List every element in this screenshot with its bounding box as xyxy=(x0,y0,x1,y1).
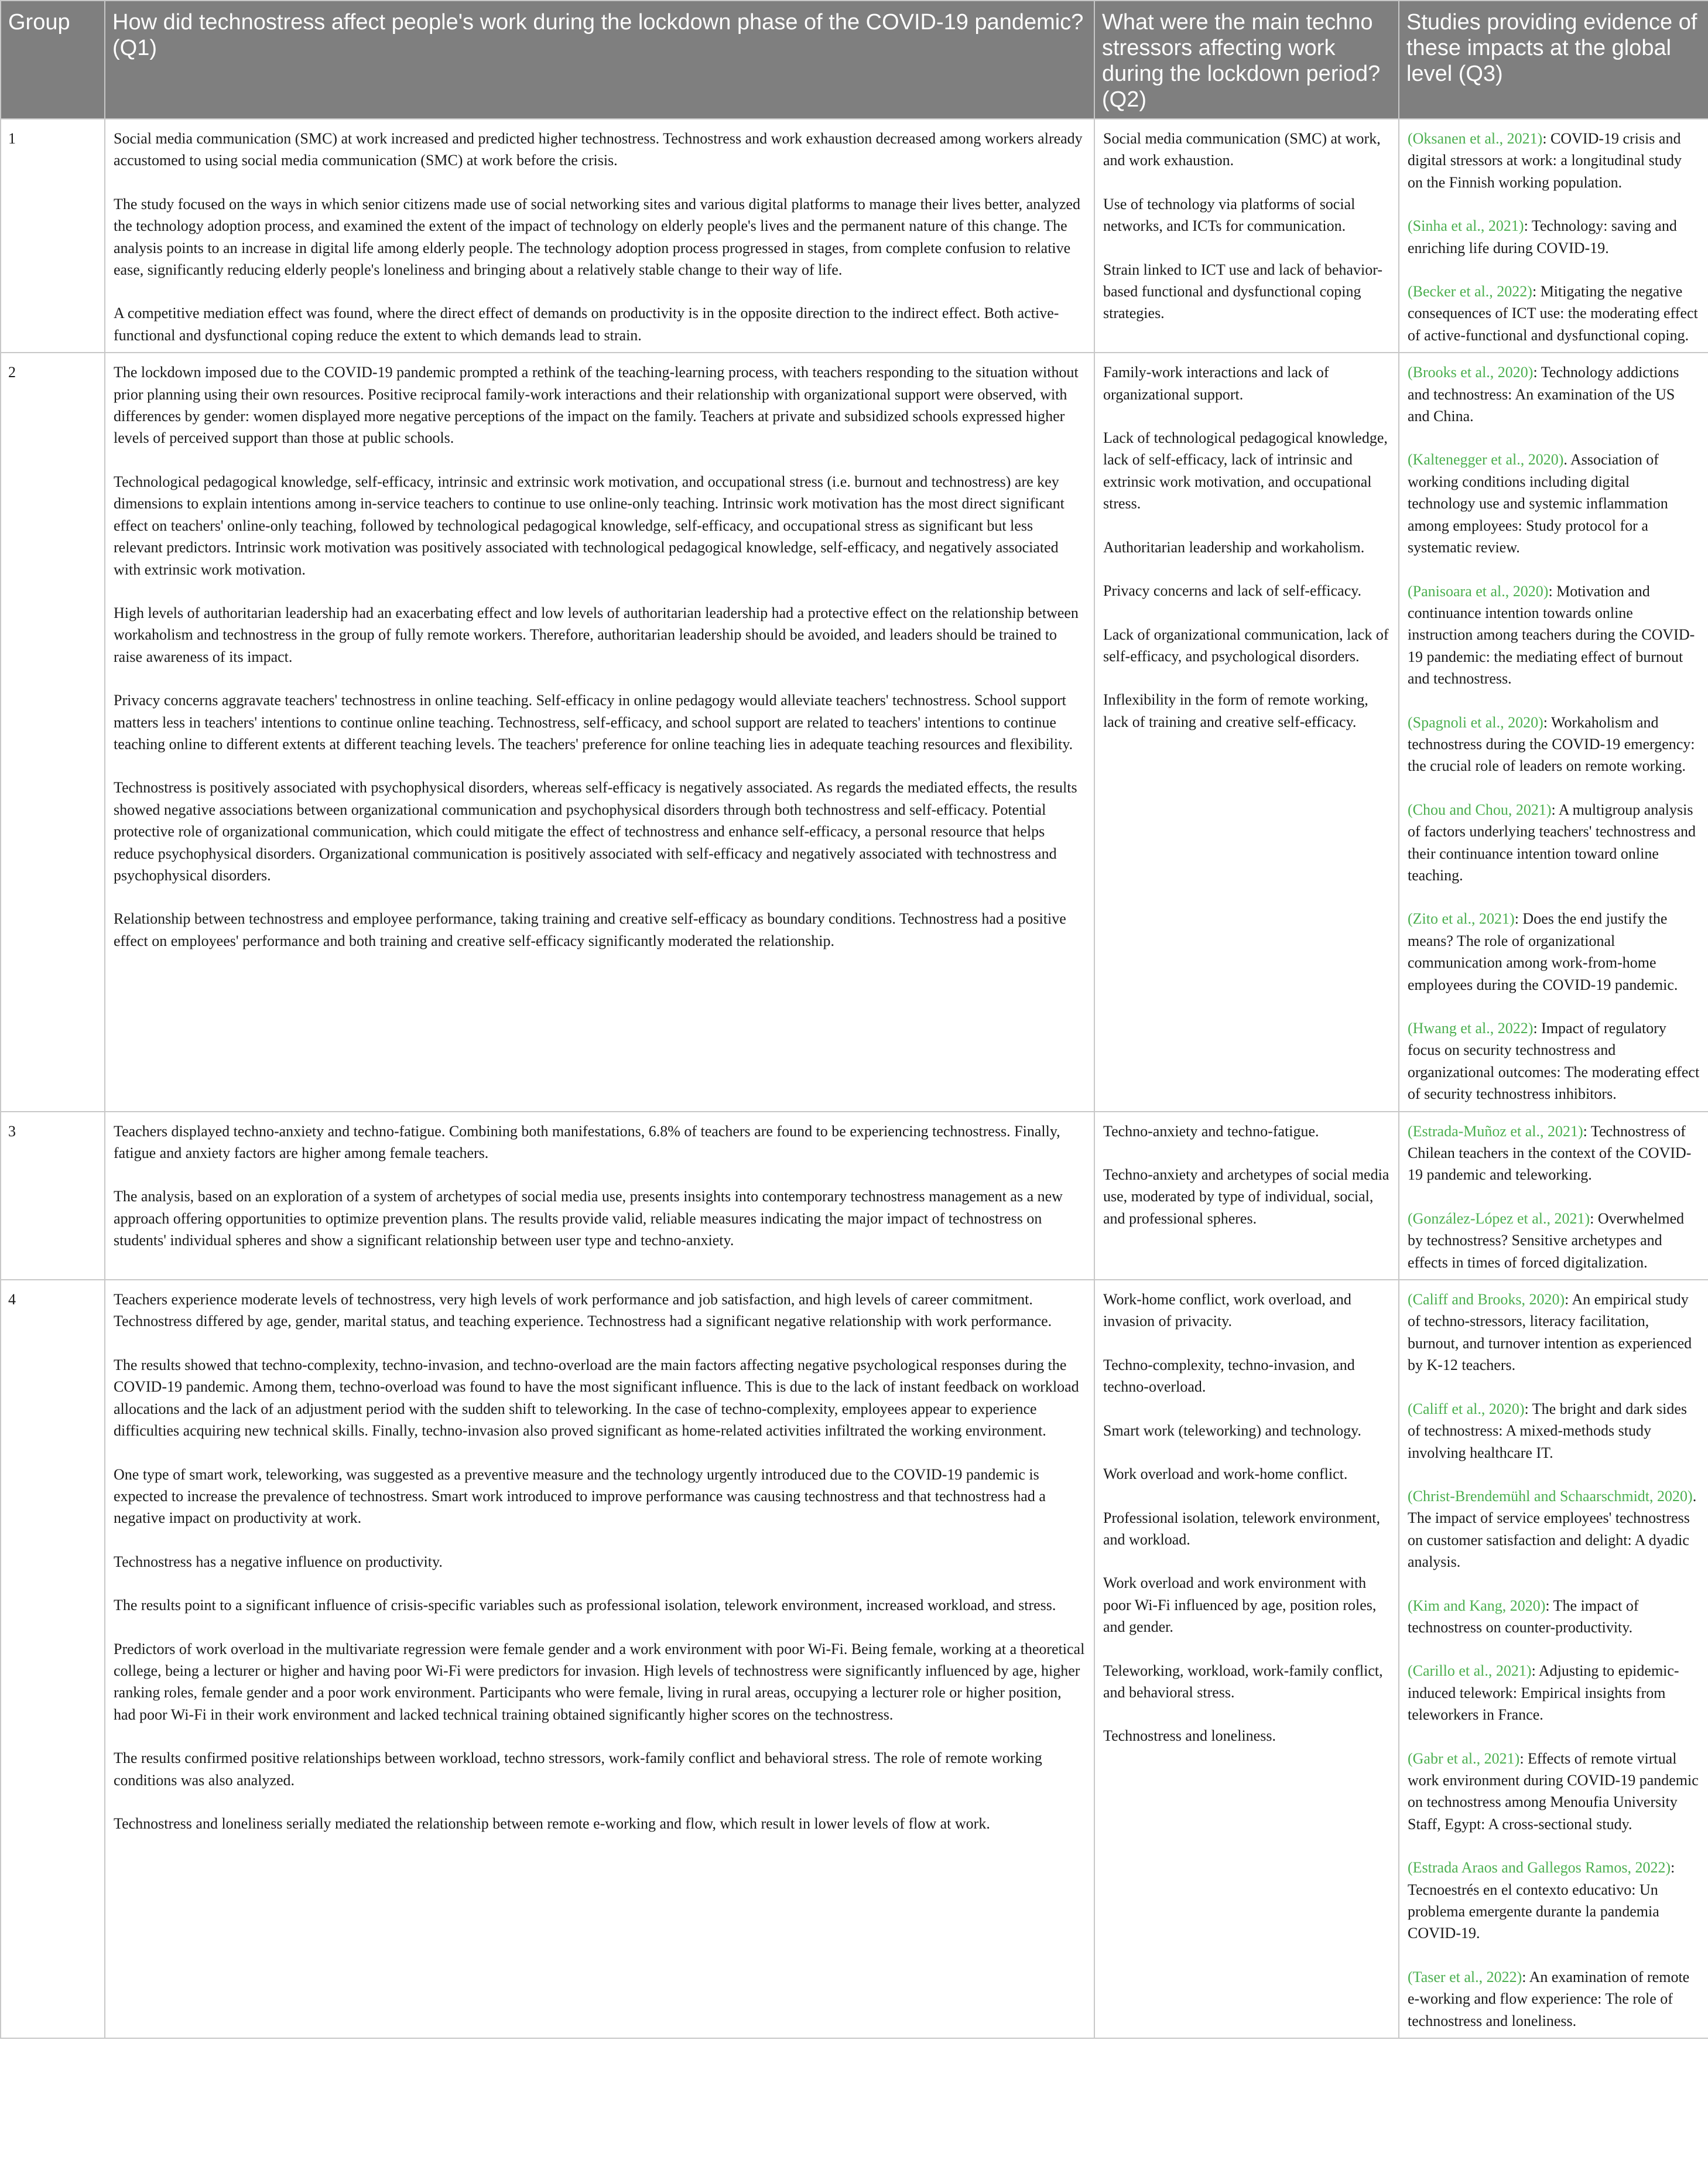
study-title: : A multigroup analysis of factors underlying teachers' technostress and their continuance intention toward online teaching. xyxy=(1408,801,1696,884)
study-entry xyxy=(1408,1017,1700,1105)
study-entry xyxy=(1408,908,1700,996)
q2-stressor-paragraph: Work overload and work-home conflict. xyxy=(1103,1465,1348,1483)
q2-stressor-paragraph: Use of technology via platforms of social networks, and ICTs for communication. xyxy=(1103,195,1356,235)
table-body xyxy=(1,119,1708,2038)
citation-link[interactable]: (Zito et al., 2021) xyxy=(1408,910,1515,928)
citation-link[interactable]: (Oksanen et al., 2021) xyxy=(1408,130,1543,147)
study-title: : Technology addictions and technostress: An examination of the US and China. xyxy=(1408,364,1679,425)
study-title: : Mitigating the negative consequences of ICT use: the moderating effect of active-functional and dysfunctional coping. xyxy=(1408,283,1698,344)
citation-link[interactable]: (Kaltenegger et al., 2020) xyxy=(1408,451,1564,469)
q2-stressor-paragraph: Inflexibility in the form of remote working, lack of training and creative self-efficacy. xyxy=(1103,691,1368,730)
study-entry xyxy=(1408,1660,1700,1725)
study-title: : An examination of remote e-working and flow experience: The role of technostress and loneliness. xyxy=(1408,1968,1690,2029)
q1-finding-paragraph: Teachers experience moderate levels of technostress, very high levels of work performance and job satisfaction, and high levels of career commitment. Technostress differed by age, gender, marital status, and teaching experience. Technostress had a significant negative relationship with work performance. xyxy=(114,1291,1052,1330)
q2-stressor-paragraph: Techno-anxiety and techno-fatigue. xyxy=(1103,1122,1319,1140)
q3-studies-cell xyxy=(1399,1280,1708,2038)
study-entry xyxy=(1408,1208,1700,1273)
citation-link[interactable]: (González-López et al., 2021) xyxy=(1408,1209,1590,1227)
study-title: : The impact of technostress on counter-productivity. xyxy=(1408,1597,1639,1636)
q1-finding-paragraph: Technostress is positively associated with psychophysical disorders, whereas self-efficacy is negatively associated. As regards the mediated effects, the results showed negative associations between organizational communication and psychophysical disorders through both technostress and self-efficacy. Potential protective role of organizational communication, which could mitigate the effect of technostress and enhance self-efficacy, a personal resource that helps reduce psychophysical disorders. Organizational communication is positively associated with self-efficacy and negatively associated with technostress and psychophysical disorders. xyxy=(114,779,1077,884)
q1-finding-paragraph: The lockdown imposed due to the COVID-19 pandemic prompted a rethink of the teaching-learning process, with teachers responding to the situation without prior planning using their own resources. Positive reciprocal family-work interactions and their relationship with organizational support were observed, with differences by gender: women displayed more negative perceptions of the impact on the family. Teachers at private and subsidized schools expressed higher levels of perceived support than those at public schools. xyxy=(114,364,1079,447)
q3-studies-cell xyxy=(1399,119,1708,353)
q2-stressor-cell xyxy=(1094,1112,1399,1280)
q2-stressor-paragraph: Work overload and work environment with poor Wi-Fi influenced by age, position roles, and gender. xyxy=(1103,1574,1377,1636)
q1-finding-paragraph: The results showed that techno-complexity, techno-invasion, and techno-overload are the main factors affecting negative psychological responses during the COVID-19 pandemic. Among them, techno-overload was found to have the most significant influence. This is due to the lack of instant feedback on workload allocations and the lack of an adjustment period with the sudden shift to teleworking. In the case of techno-complexity, employees appear to experience difficulties acquiring new technical skills. Finally, techno-invasion also proved significant as home-related activities infiltrated the working environment. xyxy=(114,1356,1079,1440)
q1-finding-cell xyxy=(105,119,1094,353)
study-title: . The impact of service employees' technostress on customer satisfaction and delight: A dyadic analysis. xyxy=(1408,1487,1697,1571)
study-title: : Overwhelmed by technostress? Sensitive archetypes and effects in times of forced digitalization. xyxy=(1408,1209,1685,1271)
q2-stressor-paragraph: Smart work (teleworking) and technology. xyxy=(1103,1421,1361,1439)
q3-studies-cell xyxy=(1399,353,1708,1111)
study-entry xyxy=(1408,1857,1700,1945)
q2-stressor-paragraph: Privacy concerns and lack of self-efficacy. xyxy=(1103,582,1362,600)
study-entry xyxy=(1408,215,1700,259)
q2-stressor-paragraph: Technostress and loneliness. xyxy=(1103,1727,1276,1745)
q3-studies-cell xyxy=(1399,1112,1708,1280)
q2-stressor-cell xyxy=(1094,1280,1399,2038)
q1-finding-cell xyxy=(105,1280,1094,2038)
q2-stressor-paragraph: Teleworking, workload, work-family conflict, and behavioral stress. xyxy=(1103,1662,1383,1701)
study-entry xyxy=(1408,281,1700,346)
study-entry xyxy=(1408,361,1700,427)
q2-stressor-paragraph: Work-home conflict, work overload, and invasion of privacity. xyxy=(1103,1291,1351,1330)
q2-stressor-paragraph: Strain linked to ICT use and lack of behavior-based functional and dysfunctional coping strategies. xyxy=(1103,261,1382,322)
study-entry xyxy=(1408,1398,1700,1464)
q1-finding-paragraph: Social media communication (SMC) at work increased and predicted higher technostress. Technostress and work exhaustion decreased among workers already accustomed to using social media communication (SMC) at work before the crisis. xyxy=(114,130,1083,169)
header-q3: Studies providing evidence of these impacts at the global level (Q3) xyxy=(1399,1,1708,119)
q1-finding-paragraph: The analysis, based on an exploration of a system of archetypes of social media use, presents insights into contemporary technostress management as a new approach offering opportunities to optimize prevention plans. The results provide valid, reliable measures indicating the major impact of technostress on students' individual spheres and show a significant relationship between user type and techno-anxiety. xyxy=(114,1188,1063,1249)
study-title: : Technology: saving and enriching life during COVID-19. xyxy=(1408,217,1677,257)
citation-link[interactable]: (Califf and Brooks, 2020) xyxy=(1408,1291,1565,1308)
q1-finding-paragraph: Privacy concerns aggravate teachers' technostress in online teaching. Self-efficacy in online pedagogy would alleviate teachers' technostress. School support matters less in teachers' intentions to continue online teaching. Technostress, self-efficacy, and school support are related to teachers' intentions to continue teaching online to different extents at different teaching levels. The teachers' preference for online teaching lies in adequate teaching resources and flexibility. xyxy=(114,692,1073,753)
q1-finding-paragraph: Teachers displayed techno-anxiety and techno-fatigue. Combining both manifestations, 6.8% of teachers are found to be experiencing technostress. Finally, fatigue and anxiety factors are higher among female teachers. xyxy=(114,1122,1060,1162)
q1-finding-paragraph: Relationship between technostress and employee performance, taking training and creative self-efficacy as boundary conditions. Technostress had a positive effect on employees' performance and both training and creative self-efficacy significantly moderated the relationship. xyxy=(114,910,1066,949)
q1-finding-cell xyxy=(105,1112,1094,1280)
table-row xyxy=(1,353,1708,1111)
header-group: Group xyxy=(1,1,105,119)
citation-link[interactable]: (Estrada-Muñoz et al., 2021) xyxy=(1408,1122,1583,1140)
study-title: : Tecnoestrés en el contexto educativo: Un problema emergente durante la pandemia COVID-19. xyxy=(1408,1859,1675,1942)
q2-stressor-paragraph: Techno-anxiety and archetypes of social media use, moderated by type of individual, social, and professional spheres. xyxy=(1103,1166,1389,1227)
study-title: . Association of working conditions including digital technology use and systemic inflammation among employees: Study protocol for a systematic review. xyxy=(1408,451,1668,556)
citation-link[interactable]: (Christ-Brendemühl and Schaarschmidt, 2020) xyxy=(1408,1487,1693,1505)
citation-link[interactable]: (Hwang et al., 2022) xyxy=(1408,1020,1534,1037)
q1-finding-paragraph: The results point to a significant influence of crisis-specific variables such as professional isolation, telework environment, increased workload, and stress. xyxy=(114,1597,1056,1614)
q1-finding-paragraph: Technostress has a negative influence on productivity. xyxy=(114,1553,443,1570)
q2-stressor-cell xyxy=(1094,119,1399,353)
study-title: : The bright and dark sides of technostress: A mixed-methods study involving healthcare IT. xyxy=(1408,1400,1688,1461)
citation-link[interactable]: (Estrada Araos and Gallegos Ramos, 2022) xyxy=(1408,1859,1671,1877)
citation-link[interactable]: (Spagnoli et al., 2020) xyxy=(1408,713,1543,731)
q1-finding-paragraph: One type of smart work, teleworking, was suggested as a preventive measure and the technology urgently introduced due to the COVID-19 pandemic is expected to increase the prevalence of technostress. Smart work introduced to improve performance was causing technostress and that technostress had a negative impact on productivity at work. xyxy=(114,1465,1046,1527)
q1-finding-paragraph: High levels of authoritarian leadership had an exacerbating effect and low levels of authoritarian leadership had a protective effect on the relationship between workaholism and technostress in the group of fully remote workers. Therefore, authoritarian leadership should be avoided, and leaders should be trained to raise awareness of its impact. xyxy=(114,604,1079,665)
q2-stressor-paragraph: Social media communication (SMC) at work, and work exhaustion. xyxy=(1103,130,1381,169)
q2-stressor-paragraph: Techno-complexity, techno-invasion, and techno-overload. xyxy=(1103,1356,1355,1396)
study-title: : Motivation and continuance intention towards online instruction among teachers during the COVID-19 pandemic: the mediating effect of burnout and technostress. xyxy=(1408,582,1695,688)
q1-finding-paragraph: Technological pedagogical knowledge, self-efficacy, intrinsic and extrinsic work motivation, and occupational stress (i.e. burnout and technostress) are key dimensions to explain intentions among in-service teachers to continue to use online-only teaching. Intrinsic work motivation has the most direct significant effect on teachers' online-only teaching, followed by technological pedagogical knowledge, self-efficacy, and occupational stress as significant but less relevant predictors. Intrinsic work motivation was positively associated with technological pedagogical knowledge, self-efficacy, and negatively associated with extrinsic work motivation. xyxy=(114,473,1064,578)
group-number: 2 xyxy=(1,353,105,1111)
study-entry xyxy=(1408,712,1700,777)
study-entry xyxy=(1408,1120,1700,1186)
study-entry xyxy=(1408,1485,1700,1573)
q1-finding-paragraph: The results confirmed positive relationships between workload, techno stressors, work-family conflict and behavioral stress. The role of remote working conditions was also analyzed. xyxy=(114,1749,1042,1789)
q2-stressor-paragraph: Family-work interactions and lack of organizational support. xyxy=(1103,364,1329,403)
q1-finding-cell xyxy=(105,353,1094,1111)
citation-link[interactable]: (Kim and Kang, 2020) xyxy=(1408,1597,1546,1614)
q1-finding-paragraph: A competitive mediation effect was found, where the direct effect of demands on productivity is in the opposite direction to the indirect effect. Both active-functional and dysfunctional coping reduce the extent to which demands lead to strain. xyxy=(114,305,1059,344)
q2-stressor-cell xyxy=(1094,353,1399,1111)
citation-link[interactable]: (Panisoara et al., 2020) xyxy=(1408,582,1549,600)
citation-link[interactable]: (Chou and Chou, 2021) xyxy=(1408,801,1552,818)
study-entry xyxy=(1408,1748,1700,1836)
citation-link[interactable]: (Becker et al., 2022) xyxy=(1408,283,1532,300)
group-number: 3 xyxy=(1,1112,105,1280)
study-entry xyxy=(1408,128,1700,193)
header-q2: What were the main techno stressors affecting work during the lockdown period? (Q2) xyxy=(1094,1,1399,119)
study-title: : Does the end justify the means? The role of organizational communication among work-from-home employees during the COVID-19 pandemic. xyxy=(1408,910,1678,993)
q1-finding-paragraph: Technostress and loneliness serially mediated the relationship between remote e-working and flow, which result in lower levels of flow at work. xyxy=(114,1814,990,1832)
q2-stressor-paragraph: Authoritarian leadership and workaholism. xyxy=(1103,538,1365,556)
q1-finding-paragraph: Predictors of work overload in the multivariate regression were female gender and a work environment with poor Wi-Fi. Being female, working at a theoretical college, being a lecturer or higher and having poor Wi-Fi were predictors for invasion. High levels of technostress were significantly influenced by age, higher ranking roles, female gender and a poor work environment. Participants who were female, living in rural areas, occupying a lecturer role or higher position, had poor Wi-Fi in their work environment and lacked technical training obtained significantly higher scores on the technostress. xyxy=(114,1640,1085,1723)
group-number: 4 xyxy=(1,1280,105,2038)
citation-link[interactable]: (Gabr et al., 2021) xyxy=(1408,1749,1520,1767)
header-q1: How did technostress affect people's work during the lockdown phase of the COVID-19 pandemic? (Q1) xyxy=(105,1,1094,119)
q2-stressor-paragraph: Professional isolation, telework environment, and workload. xyxy=(1103,1509,1380,1548)
table-row xyxy=(1,1112,1708,1280)
q2-stressor-paragraph: Lack of technological pedagogical knowledge, lack of self-efficacy, lack of intrinsic and extrinsic work motivation, and occupational stress. xyxy=(1103,429,1388,512)
citation-link[interactable]: (Califf et al., 2020) xyxy=(1408,1400,1525,1417)
q1-finding-paragraph: The study focused on the ways in which senior citizens made use of social networking sites and various digital platforms to manage their lives better, analyzed the technology adoption process, and examined the extent of the impact of technology on elderly people's lives and the permanent nature of this change. The analysis points to an increase in digital life among elderly people. The technology adoption process progressed in stages, from complete confusion to relative ease, significantly reducing elderly people's loneliness and bringing about a relatively stable change to their way of life. xyxy=(114,195,1080,279)
study-entry xyxy=(1408,1289,1700,1376)
citation-link[interactable]: (Taser et al., 2022) xyxy=(1408,1968,1522,1986)
study-title: : Technostress of Chilean teachers in the context of the COVID-19 pandemic and teleworking. xyxy=(1408,1122,1692,1184)
study-title: : Adjusting to epidemic-induced telework: Empirical insights from teleworkers in France. xyxy=(1408,1662,1679,1724)
study-entry xyxy=(1408,799,1700,887)
header-row xyxy=(1,1,1708,119)
citation-link[interactable]: (Sinha et al., 2021) xyxy=(1408,217,1524,235)
study-title: : COVID-19 crisis and digital stressors at work: a longitudinal study on the Finnish working population. xyxy=(1408,130,1682,191)
citation-link[interactable]: (Carillo et al., 2021) xyxy=(1408,1662,1532,1680)
study-entry xyxy=(1408,1966,1700,2032)
table-row xyxy=(1,1280,1708,2038)
group-number: 1 xyxy=(1,119,105,353)
study-title: : An empirical study of techno-stressors, literacy facilitation, burnout, and turnover intention as experienced by K-12 teachers. xyxy=(1408,1291,1692,1374)
study-title: : Impact of regulatory focus on security technostress and organizational outcomes: The moderating effect of security technostress inhibitors. xyxy=(1408,1020,1700,1103)
study-entry xyxy=(1408,449,1700,558)
citation-link[interactable]: (Brooks et al., 2020) xyxy=(1408,364,1534,381)
q2-stressor-paragraph: Lack of organizational communication, lack of self-efficacy, and psychological disorders. xyxy=(1103,626,1389,665)
study-title: : Workaholism and technostress during the COVID-19 emergency: the crucial role of leaders on remote working. xyxy=(1408,713,1695,775)
study-entry xyxy=(1408,580,1700,690)
table-row xyxy=(1,119,1708,353)
study-entry xyxy=(1408,1595,1700,1639)
study-title: : Effects of remote virtual work environment during COVID-19 pandemic on technostress among Menoufia University Staff, Egypt: A cross-sectional study. xyxy=(1408,1749,1699,1833)
